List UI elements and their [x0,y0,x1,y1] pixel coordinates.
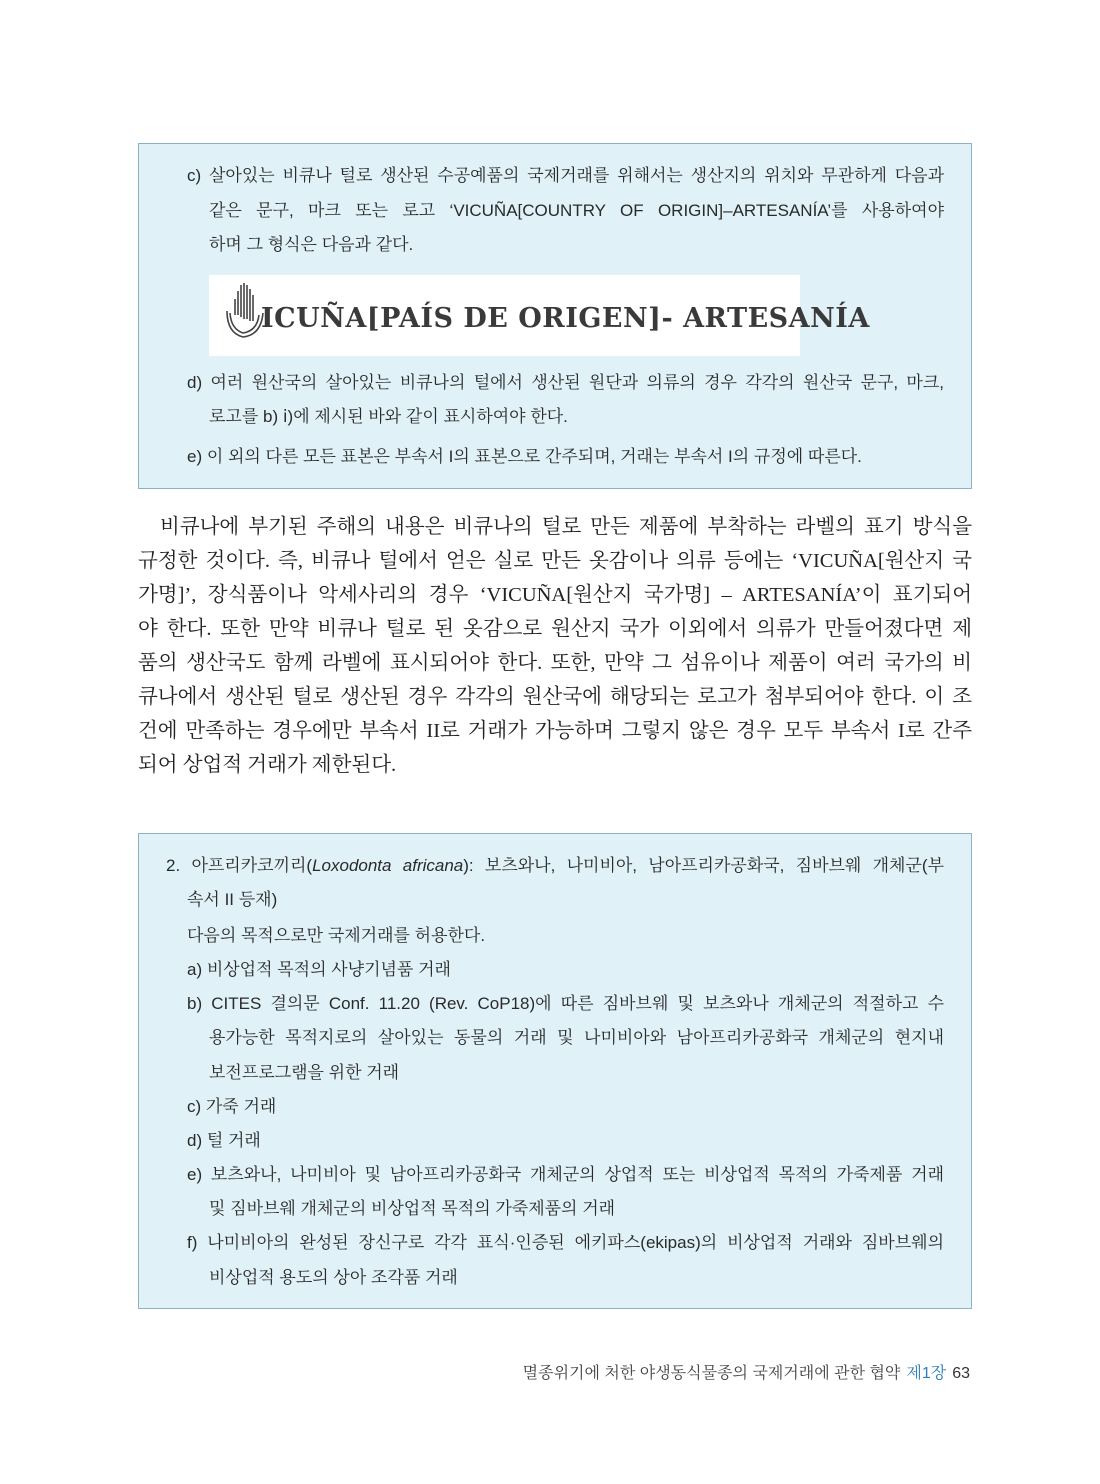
box2-item-f-line2: 비상업적 용도의 상아 조각품 거래 [209,1268,458,1287]
box2-item-b-line3: 보전프로그램을 위한 거래 [209,1063,400,1082]
body-line-7: 건에 만족하는 경우에만 부속서 II로 거래가 가능하며 그렇지 않은 경우 모두 부속서 I로 간주 [138,720,972,742]
box1-item-d-line1: d) 여러 원산국의 살아있는 비큐나의 털에서 생산된 원단과 의류의 경우 각각의 원산국 문구, 마크, [187,373,944,392]
box1-item-c-line1: c) 살아있는 비큐나 털로 생산된 수공예품의 국제거래를 위해서는 생산지의 위치와 무관하게 다음과 [187,166,944,185]
vicuna-artesania-logo [209,275,870,356]
page-number: 63 [952,1365,970,1382]
logo-lettering: ICUÑA[PAÍS DE ORIGEN]- ARTESANÍA [261,303,870,334]
footer-chapter: 제1장 [906,1365,947,1382]
box2-item-d: d) 털 거래 [187,1131,261,1150]
box2-item-2-line2: 속서 II 등재) [187,890,278,909]
scientific-name: Loxodonta africana [312,856,464,875]
body-line-3: 가명]’, 장식품이나 악세사리의 경우 ‘VICUÑA[원산지 국가명] – ARTESANÍA’이 표기되어 [138,584,972,606]
box2-intro: 다음의 목적으로만 국제거래를 허용한다. [187,926,486,945]
body-line-8: 되어 상업적 거래가 제한된다. [138,754,397,776]
box1-item-c-line3: 하며 그 형식은 다음과 같다. [209,235,414,254]
body-paragraph [138,510,972,782]
vicuna-head-icon [221,281,265,347]
box2-item-2-line1: 2. 아프리카코끼리(Loxodonta africana): 보츠와나, 나미비아, 남아프리카공화국, 짐바브웨 개체군(부 [166,856,944,875]
box2-item-e-line2: 및 짐바브웨 개체군의 비상업적 목적의 가죽제품의 거래 [209,1199,616,1218]
page-footer [523,1360,970,1383]
box1-item-d-line2: 로고를 b) ⅰ)에 제시된 바와 같이 표시하여야 한다. [209,407,568,426]
box1-item-c-line2: 같은 문구, 마크 또는 로고 ‘VICUÑA[COUNTRY OF ORIGIN]–ARTESANÍA’를 사용하여야 [209,201,944,220]
box2-item-c: c) 가죽 거래 [187,1097,277,1116]
body-line-1: 비큐나에 부기된 주해의 내용은 비큐나의 털로 만든 제품에 부착하는 라벨의 표기 방식을 [160,516,972,538]
box2-item-b-line1: b) CITES 결의문 Conf. 11.20 (Rev. CoP18)에 따른 짐바브웨 및 보츠와나 개체군의 적절하고 수 [187,994,944,1013]
body-line-4: 야 한다. 또한 만약 비큐나 털로 된 옷감으로 원산지 국가 이외에서 의류가 만들어졌다면 제 [138,618,972,640]
footer-title: 멸종위기에 처한 야생동식물종의 국제거래에 관한 협약 [522,1365,901,1382]
box1-item-e: e) 이 외의 다른 모든 표본은 부속서 I의 표본으로 간주되며, 거래는 부속서 I의 규정에 따른다. [187,447,862,466]
box2-item-e-line1: e) 보츠와나, 나미비아 및 남아프리카공화국 개체군의 상업적 또는 비상업적 목적의 가죽제품 거래 [187,1165,944,1184]
body-line-2: 규정한 것이다. 즉, 비큐나 털에서 얻은 실로 만든 옷감이나 의류 등에는 ‘VICUÑA[원산지 국 [138,550,972,572]
box2-item-a: a) 비상업적 목적의 사냥기념품 거래 [187,960,451,979]
box2-item-f-line1: f) 나미비아의 완성된 장신구로 각각 표식·인증된 에키파스(ekipas)의 비상업적 거래와 짐바브웨의 [187,1233,944,1252]
body-line-5: 품의 생산국도 함께 라벨에 표시되어야 한다. 또한, 만약 그 섬유이나 제품이 여러 국가의 비 [138,652,972,674]
box2-item-b-line2: 용가능한 목적지로의 살아있는 동물의 거래 및 나미비아와 남아프리카공화국 개체군의 현지내 [209,1028,944,1047]
body-line-6: 큐나에서 생산된 털로 생산된 경우 각각의 원산국에 해당되는 로고가 첨부되어야 한다. 이 조 [138,686,972,708]
